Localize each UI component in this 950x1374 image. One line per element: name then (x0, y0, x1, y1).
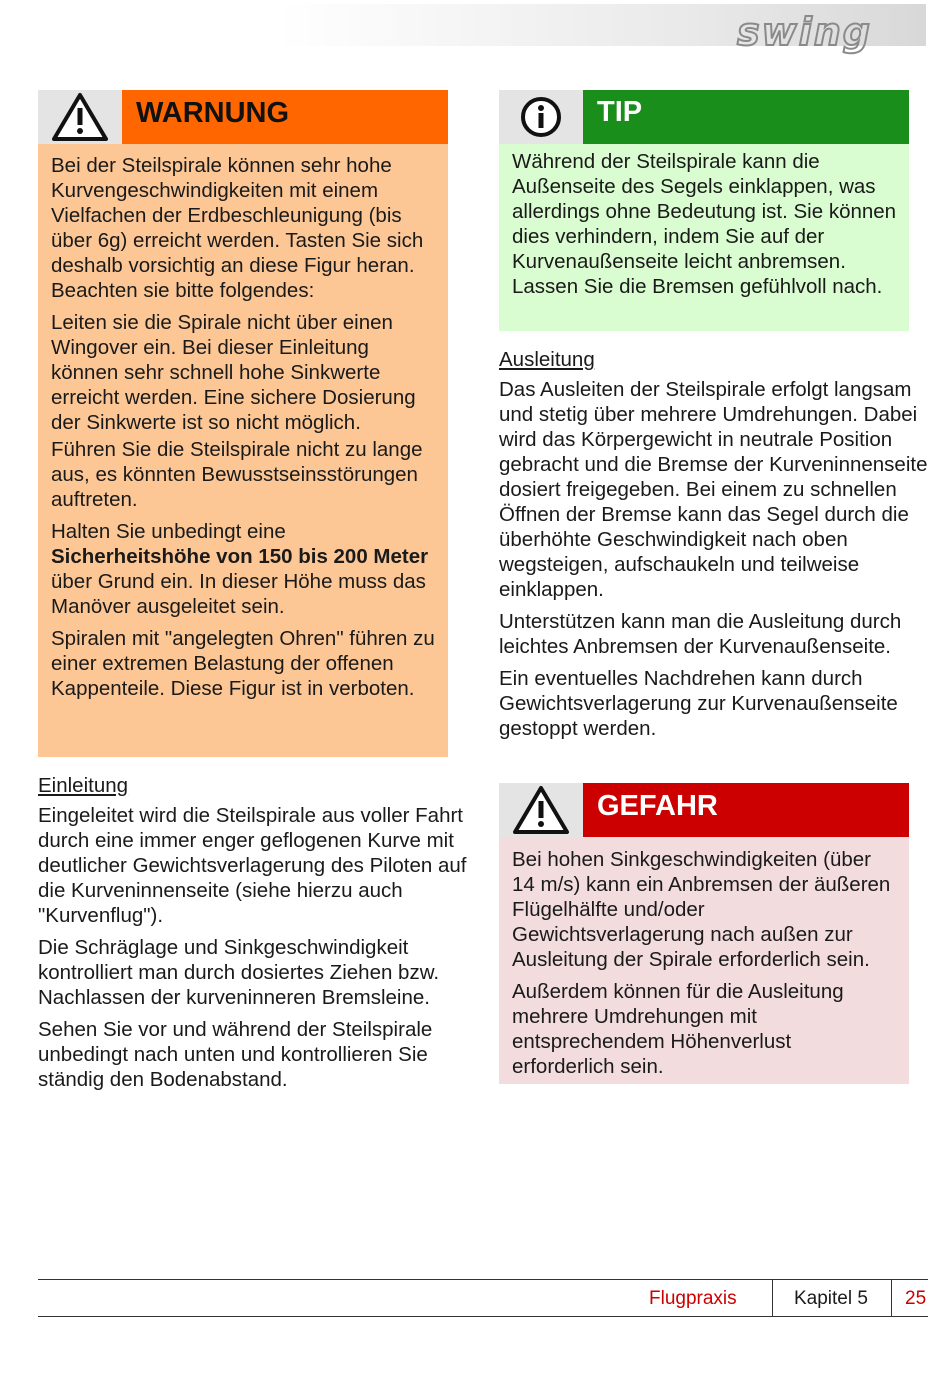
tip-title: TIP (583, 90, 909, 144)
footer-bottom-rule (38, 1316, 928, 1317)
tip-box (499, 90, 909, 331)
danger-paragraph: Außerdem können für die Ausleitung mehrere Umdrehungen mit entsprechendem Höhenverlust erforderlich sein. (512, 980, 844, 1078)
danger-box (499, 783, 909, 1084)
danger-title: GEFAHR (583, 783, 909, 837)
warning-triangle-icon (38, 90, 122, 144)
einleitung-paragraph: Eingeleitet wird die Steilspirale aus voller Fahrt durch eine immer enger geflogenen Kurve mit deutlicher Gewichtsverlagerung des Piloten auf die Kurveninnenseite (siehe hierzu auch "Kurvenflug"). (38, 804, 467, 927)
safety-height-emphasis: Sicherheitshöhe von 150 bis 200 Meter (51, 545, 429, 568)
warning-title: WARNUNG (122, 90, 448, 144)
tip-body (499, 144, 909, 331)
einleitung-section (38, 773, 468, 1099)
warning-paragraph: Leiten sie die Spirale nicht über einen Wingover ein. Bei dieser Einleitung können sehr schnell hohe Sinkwerte erreicht werden. Eine sichere Dosierung der Sinkwerte ist so nicht möglich. (51, 311, 416, 434)
warning-box (38, 90, 448, 757)
danger-paragraph: Bei hohen Sinkgeschwindigkeiten (über 14 m/s) kann ein Anbremsen der äußeren Flügelhälfte und/oder Gewichtsverlagerung nach außen zur Ausleitung der Spirale erforderlich sein. (512, 848, 891, 971)
ausleitung-paragraph: Unterstützen kann man die Ausleitung durch leichtes Anbremsen der Kurvenaußenseite. (499, 610, 902, 658)
einleitung-heading: Einleitung (38, 774, 129, 797)
tip-text: Während der Steilspirale kann die Außenseite des Segels einklappen, was allerdings ohne Bedeutung ist. Sie können dies verhindern, indem Sie auf der Kurvenaußenseite leicht anbremsen. Lassen Sie die Bremsen gefühlvoll nach. (512, 150, 897, 298)
einleitung-paragraph: Sehen Sie vor und während der Steilspirale unbedingt nach unten und kontrollieren Sie ständig den Bodenabstand. (38, 1018, 433, 1091)
danger-body (499, 837, 909, 1084)
safety-text-pre: Halten Sie unbedingt eine (51, 520, 286, 543)
warning-header (38, 90, 448, 144)
ausleitung-paragraph: Das Ausleiten der Steilspirale erfolgt langsam und stetig über mehrere Umdrehungen. Dabei wird das Körpergewicht in neutrale Position gebracht und die Bremse der Kurveninnenseite dosiert freigegeben. Bei einem zu schnellen Öffnen der Bremse kann das Segel durch die überhöhte Geschwindigkeit nach oben wegsteigen, aufschaukeln und teilweise einklappen. (499, 378, 928, 601)
warning-body (38, 144, 448, 757)
safety-text-post: über Grund ein. In dieser Höhe muss das Manöver ausgeleitet sein. (51, 570, 426, 618)
info-circle-icon (499, 90, 583, 144)
warning-paragraph-safety (51, 519, 436, 619)
danger-header (499, 783, 909, 837)
footer-separator (772, 1279, 773, 1317)
footer-chapter: Kapitel 5 (794, 1288, 868, 1309)
swing-logo: swing (736, 10, 872, 54)
tip-header (499, 90, 909, 144)
warning-paragraph: Spiralen mit "angelegten Ohren" führen zu einer extremen Belastung der offenen Kappenteile. Diese Figur ist in verboten. (51, 627, 435, 700)
page-number: 25 (905, 1288, 927, 1309)
footer-section-name: Flugpraxis (649, 1288, 737, 1309)
einleitung-paragraph: Die Schräglage und Sinkgeschwindigkeit kontrolliert man durch dosiertes Ziehen bzw. Nachlassen der kurveninneren Bremsleine. (38, 936, 440, 1009)
footer-separator (891, 1279, 892, 1317)
ausleitung-heading: Ausleitung (499, 348, 595, 371)
ausleitung-paragraph: Ein eventuelles Nachdrehen kann durch Gewichtsverlagerung zur Kurvenaußenseite gestoppt werden. (499, 667, 898, 740)
ausleitung-section (499, 347, 931, 748)
warning-triangle-icon (499, 783, 583, 837)
warning-paragraph: Bei der Steilspirale können sehr hohe Kurvengeschwindigkeiten mit einem Vielfachen der Erdbeschleunigung (bis über 6g) erreicht werden. Tasten Sie sich deshalb vorsichtig an diese Figur heran. Beachten sie bitte folgendes: (51, 154, 424, 302)
warning-paragraph: Führen Sie die Steilspirale nicht zu lange aus, es könnten Bewusstseinsstörungen auftreten. (51, 438, 423, 511)
footer-top-rule (38, 1279, 928, 1280)
